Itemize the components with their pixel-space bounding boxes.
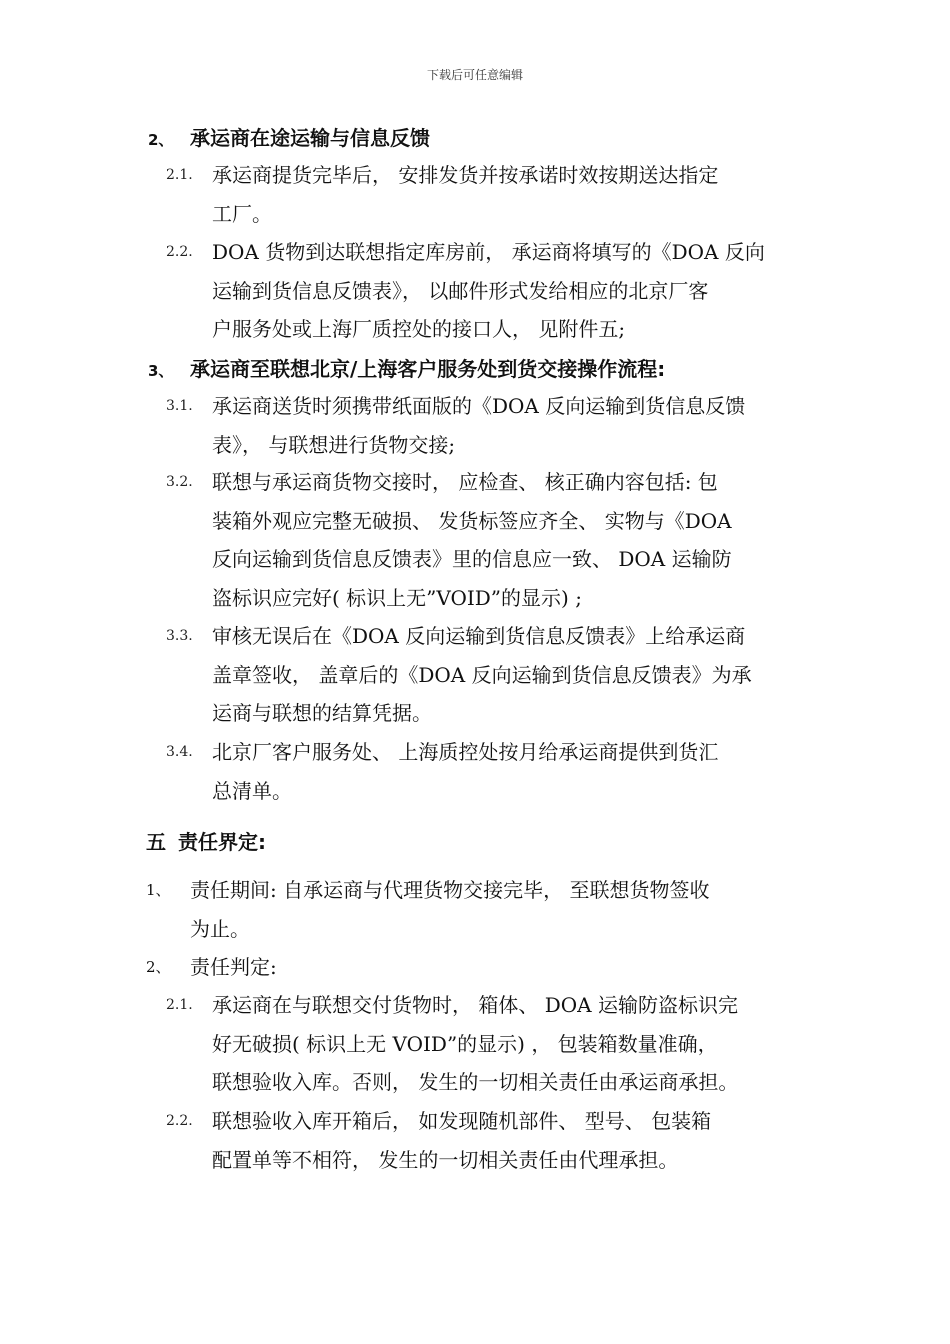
clause-number: 2.2. (166, 244, 193, 260)
section-heading-3 (148, 353, 665, 382)
clause-5-2-2 (166, 1102, 816, 1179)
clause-line: 反向运输到货信息反馈表》里的信息应一致、 DOA 运输防 (212, 547, 732, 571)
clause-line: 盗标识应完好( 标识上无”VOID”的显示) ; (212, 585, 582, 610)
clause-line: 联想与承运商货物交接时， 应检查、 核正确内容包括: 包 (212, 470, 718, 494)
clause-2-2 (166, 233, 816, 349)
clause-number: 3.2. (166, 474, 193, 490)
clause-5-2 (146, 948, 816, 987)
clause-line: 为止。 (190, 916, 250, 941)
clause-line: 户服务处或上海厂质控处的接口人， 见附件五; (212, 317, 626, 341)
section-title: 承运商至联想北京/上海客户服务处到货交接操作流程: (190, 357, 666, 381)
clause-line: 工厂。 (212, 201, 272, 226)
clause-line: 好无破损( 标识上无 VOID”的显示) ， 包装箱数量准确， (212, 1031, 718, 1056)
clause-line: 装箱外观应完整无破损、 发货标签应齐全、 实物与《DOA (212, 508, 732, 533)
clause-line: 审核无误后在《DOA 反向运输到货信息反馈表》上给承运商 (212, 624, 746, 648)
clause-line: 责任判定: (190, 955, 277, 979)
clause-line: 联想验收入库开箱后， 如发现随机部件、 型号、 包装箱 (212, 1109, 712, 1133)
clause-5-1 (146, 871, 816, 948)
clause-line: 表》， 与联想进行货物交接; (212, 432, 456, 457)
clause-3-3 (166, 617, 816, 733)
section-number: 2、 (148, 131, 174, 149)
clause-number: 1、 (146, 881, 171, 899)
section-number: 五 (146, 830, 166, 854)
clause-3-2 (166, 463, 816, 617)
clause-number: 2.1. (166, 997, 193, 1013)
page-header: 下载后可任意编辑 (426, 68, 523, 82)
clause-number: 2、 (146, 958, 171, 976)
clause-5-2-1 (166, 986, 816, 1102)
section-number: 3、 (148, 362, 174, 380)
clause-number: 3.3. (166, 628, 193, 644)
clause-3-1 (166, 387, 816, 464)
clause-line: DOA 货物到达联想指定库房前， 承运商将填写的《DOA 反向 (212, 240, 765, 264)
clause-line: 北京厂客户服务处、 上海质控处按月给承运商提供到货汇 (212, 740, 719, 764)
clause-number: 2.2. (166, 1113, 193, 1129)
clause-number: 3.1. (166, 398, 193, 414)
section-title: 责任界定: (178, 830, 266, 854)
clause-line: 总清单。 (212, 778, 292, 803)
clause-line: 联想验收入库。否则， 发生的一切相关责任由承运商承担。 (212, 1070, 739, 1094)
clause-line: 承运商送货时须携带纸面版的《DOA 反向运输到货信息反馈 (212, 394, 746, 418)
clause-number: 2.1. (166, 167, 193, 183)
clause-3-4 (166, 733, 816, 810)
clause-line: 配置单等不相符， 发生的一切相关责任由代理承担。 (212, 1147, 679, 1172)
clause-number: 3.4. (166, 744, 193, 760)
clause-2-1 (166, 156, 816, 233)
clause-line: 承运商提货完毕后， 安排发货并按承诺时效按期送达指定 (212, 163, 719, 187)
clause-line: 运输到货信息反馈表》， 以邮件形式发给相应的北京厂客 (212, 278, 709, 303)
section-heading-5 (146, 826, 266, 855)
clause-line: 盖章签收， 盖章后的《DOA 反向运输到货信息反馈表》为承 (212, 662, 752, 687)
section-title: 承运商在途运输与信息反馈 (190, 126, 430, 150)
clause-line: 责任期间: 自承运商与代理货物交接完毕， 至联想货物签收 (190, 878, 710, 902)
section-heading-2 (148, 122, 430, 151)
clause-line: 承运商在与联想交付货物时， 箱体、 DOA 运输防盗标识完 (212, 993, 738, 1017)
clause-line: 运商与联想的结算凭据。 (212, 701, 432, 725)
